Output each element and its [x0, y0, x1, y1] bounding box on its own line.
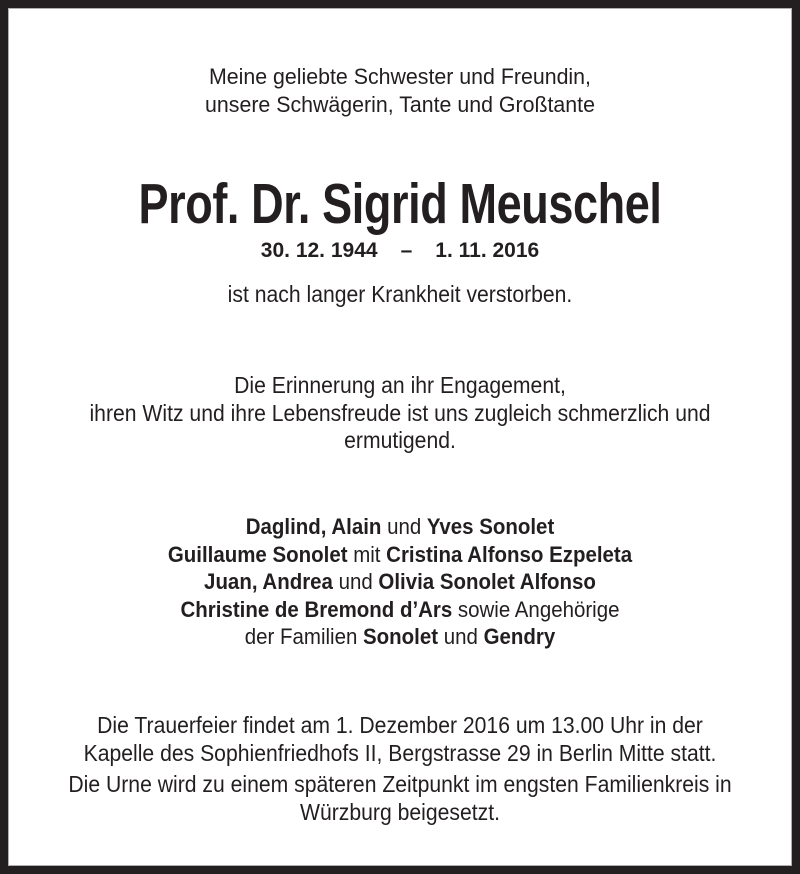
- text-line: Kapelle des Sophienfriedhofs II, Bergstrasse 29 in Berlin Mitte statt.: [83, 739, 717, 766]
- mourner-name: Yves Sonolet: [426, 514, 555, 539]
- mourner-name: Gendry: [483, 624, 556, 649]
- mourners-list: [35, 513, 764, 651]
- mourner-line: [35, 513, 764, 541]
- mourner-name: Cristina Alfonso Ezpeleta: [386, 541, 633, 567]
- text-line: Würzburg beigesetzt.: [300, 798, 500, 825]
- dates-dash: –: [400, 239, 413, 262]
- mourner-line: [35, 596, 764, 624]
- connector-text: sowie Angehörige: [452, 596, 620, 622]
- text-line: Die Trauerfeier findet am 1. Dezember 2016 um 13.00 Uhr in der: [97, 712, 703, 738]
- mourner-name: Sonolet: [363, 624, 439, 649]
- tribute-paragraph: [39, 372, 760, 455]
- deceased-name: Prof. Dr. Sigrid Meuschel: [138, 172, 662, 236]
- text-line: Die Urne wird zu einem späteren Zeitpunkt im engsten Familienkreis in: [68, 771, 732, 797]
- connector-text: und: [332, 569, 379, 594]
- death-statement: ist nach langer Krankheit verstorben.: [227, 281, 573, 307]
- birth-date: 30. 12. 1944: [260, 239, 378, 262]
- connector-text: der Familien: [244, 624, 364, 649]
- life-dates: [8, 239, 792, 263]
- text-line: Meine geliebte Schwester und Freundin,: [209, 64, 591, 89]
- funeral-information: [39, 712, 760, 767]
- mourner-name: Juan, Andrea: [204, 569, 333, 594]
- mourner-name: Olivia Sonolet Alfonso: [378, 569, 596, 594]
- text-line: unsere Schwägerin, Tante und Großtante: [205, 92, 595, 117]
- mourner-line: [35, 623, 764, 651]
- connector-text: und: [381, 514, 427, 539]
- mourner-line: [35, 568, 764, 596]
- text-line: ihren Witz und ihre Lebensfreude ist uns zugleich schmerzlich und: [89, 399, 711, 426]
- urn-burial-information: [39, 771, 760, 826]
- mourner-line: [35, 541, 764, 569]
- mourner-name: Guillaume Sonolet: [167, 541, 348, 567]
- connector-text: und: [438, 624, 484, 649]
- text-line: Die Erinnerung an ihr Engagement,: [234, 372, 566, 398]
- relationship-intro: [20, 63, 780, 119]
- death-date: 1. 11. 2016: [435, 239, 540, 262]
- text-line: ermutigend.: [344, 427, 456, 453]
- mourner-name: Daglind, Alain: [245, 514, 382, 539]
- connector-text: mit: [347, 541, 387, 567]
- mourner-name: Christine de Bremond d’Ars: [180, 596, 453, 622]
